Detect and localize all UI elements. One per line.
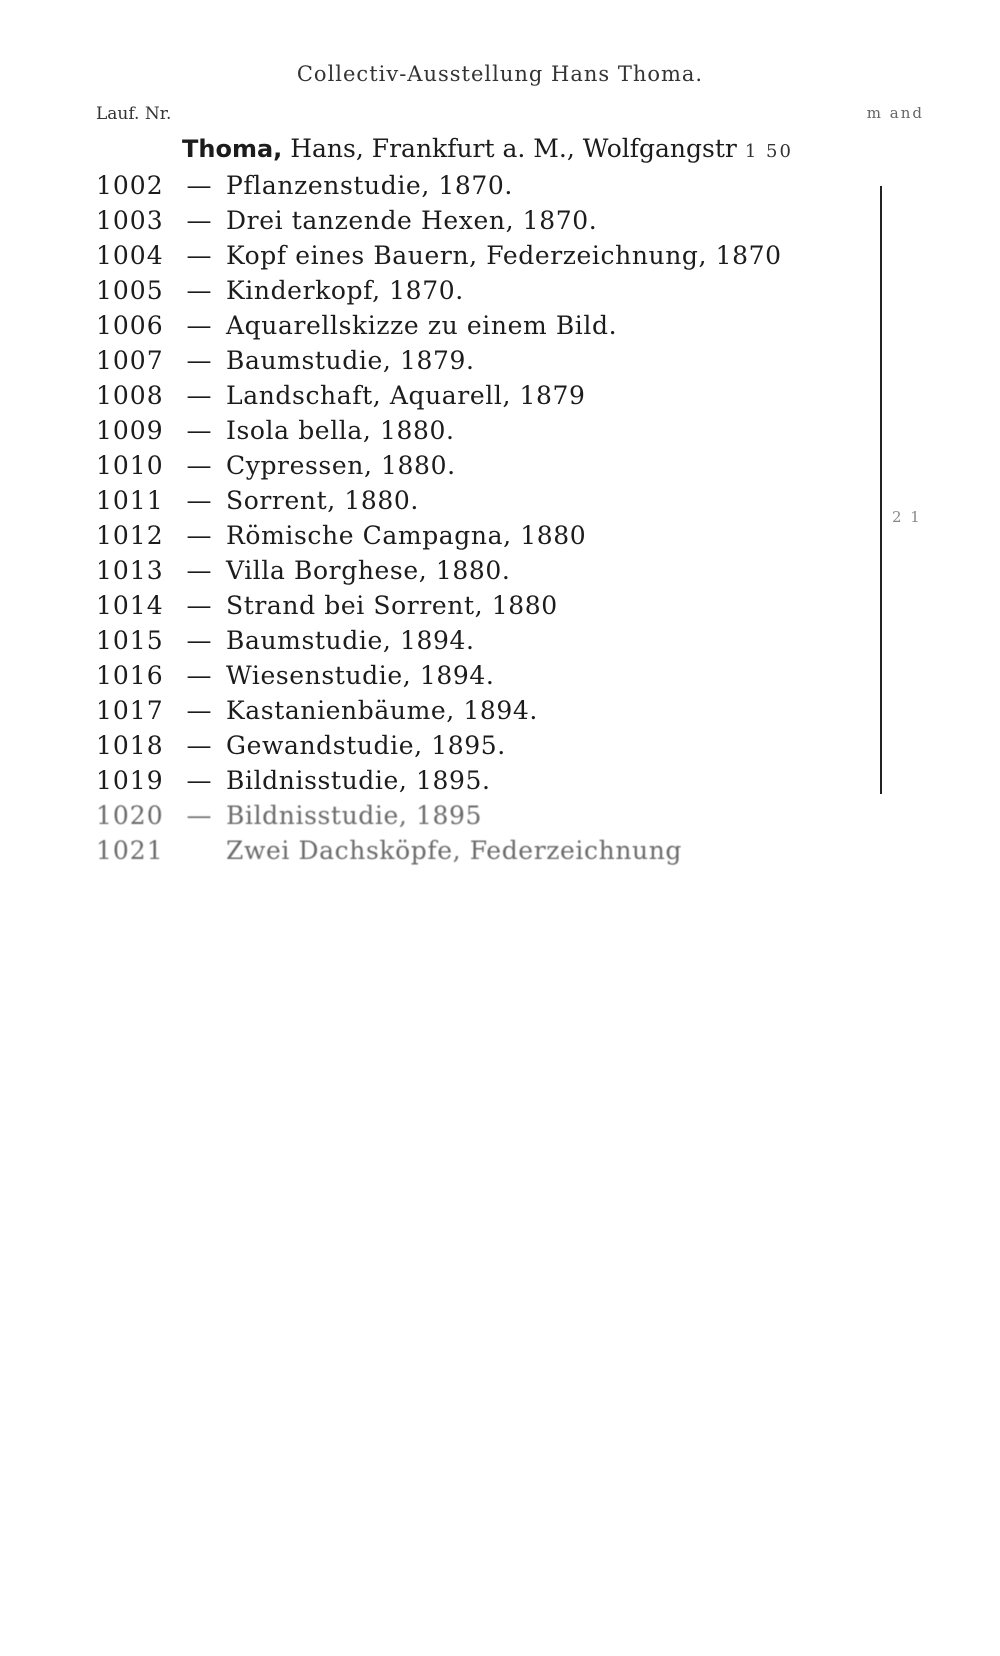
entry-dash: — bbox=[186, 626, 212, 655]
entry-dash: — bbox=[186, 766, 212, 795]
entry-number: 1014 bbox=[96, 591, 164, 620]
entry-number: 1010 bbox=[96, 451, 164, 480]
entry-dash: — bbox=[186, 731, 212, 760]
catalogue-entry bbox=[96, 833, 782, 868]
running-title: Collectiv-Ausstellung Hans Thoma. bbox=[296, 62, 704, 86]
catalogue-entry bbox=[96, 658, 782, 693]
catalogue-entry bbox=[96, 448, 782, 483]
entry-title: Gewandstudie, 1895. bbox=[226, 731, 506, 760]
column-heading-number: Lauf. Nr. bbox=[96, 104, 172, 124]
catalogue-entry bbox=[96, 728, 782, 763]
entry-number: 1011 bbox=[96, 486, 164, 515]
entry-dash: — bbox=[186, 346, 212, 375]
entry-number: 1013 bbox=[96, 556, 164, 585]
entry-number: 1007 bbox=[96, 346, 164, 375]
entry-dash: — bbox=[186, 206, 212, 235]
catalogue-entry bbox=[96, 553, 782, 588]
catalogue-entry bbox=[96, 483, 782, 518]
entry-dash: — bbox=[186, 416, 212, 445]
entry-title: Kopf eines Bauern, Federzeichnung, 1870 bbox=[226, 241, 782, 270]
entry-dash: — bbox=[186, 311, 212, 340]
entry-list bbox=[96, 168, 782, 868]
catalogue-entry bbox=[96, 588, 782, 623]
entry-number: 1003 bbox=[96, 206, 164, 235]
entry-number: 1018 bbox=[96, 731, 164, 760]
entry-title: Kastanienbäume, 1894. bbox=[226, 696, 538, 725]
catalogue-entry bbox=[96, 413, 782, 448]
entry-dash: — bbox=[186, 521, 212, 550]
catalogue-entry bbox=[96, 203, 782, 238]
entry-title: Cypressen, 1880. bbox=[226, 451, 456, 480]
entry-dash: — bbox=[186, 556, 212, 585]
entry-title: Pflanzenstudie, 1870. bbox=[226, 171, 513, 200]
entry-number: 1006 bbox=[96, 311, 164, 340]
entry-title: Wiesenstudie, 1894. bbox=[226, 661, 495, 690]
entry-number: 1015 bbox=[96, 626, 164, 655]
entry-title: Strand bei Sorrent, 1880 bbox=[226, 591, 558, 620]
catalogue-entry bbox=[96, 693, 782, 728]
catalogue-entry bbox=[96, 518, 782, 553]
entry-title: Isola bella, 1880. bbox=[226, 416, 455, 445]
catalogue-entry bbox=[96, 378, 782, 413]
entry-number: 1012 bbox=[96, 521, 164, 550]
entry-dash: — bbox=[186, 171, 212, 200]
entry-dash: — bbox=[186, 661, 212, 690]
entry-number: 1008 bbox=[96, 381, 164, 410]
artist-address: Hans, Frankfurt a. M., Wolfgangstr bbox=[282, 134, 745, 163]
artist-heading bbox=[182, 134, 793, 163]
entry-title: Zwei Dachsköpfe, Federzeichnung bbox=[226, 836, 683, 865]
entry-number: 1017 bbox=[96, 696, 164, 725]
catalogue-entry bbox=[96, 273, 782, 308]
catalogue-entry bbox=[96, 343, 782, 378]
entry-dash: — bbox=[186, 241, 212, 270]
entry-number: 1016 bbox=[96, 661, 164, 690]
price-note: 2 1 bbox=[892, 508, 922, 526]
catalogue-entry bbox=[96, 168, 782, 203]
entry-dash: — bbox=[186, 451, 212, 480]
entry-title: Baumstudie, 1879. bbox=[226, 346, 475, 375]
entry-title: Villa Borghese, 1880. bbox=[226, 556, 511, 585]
catalogue-entry bbox=[96, 308, 782, 343]
entry-number: 1021 bbox=[96, 836, 164, 865]
entry-number: 1002 bbox=[96, 171, 164, 200]
entry-title: Bildnisstudie, 1895 bbox=[226, 801, 482, 830]
entry-number: 1020 bbox=[96, 801, 164, 830]
entry-title: Sorrent, 1880. bbox=[226, 486, 419, 515]
entry-dash: — bbox=[186, 276, 212, 305]
entry-title: Kinderkopf, 1870. bbox=[226, 276, 464, 305]
entry-dash: — bbox=[186, 801, 212, 830]
catalogue-entry bbox=[96, 623, 782, 658]
entry-number: 1019 bbox=[96, 766, 164, 795]
entry-title: Drei tanzende Hexen, 1870. bbox=[226, 206, 598, 235]
entry-dash: — bbox=[186, 486, 212, 515]
entry-title: Römische Campagna, 1880 bbox=[226, 521, 587, 550]
entry-title: Bildnisstudie, 1895. bbox=[226, 766, 491, 795]
entry-title: Aquarellskizze zu einem Bild. bbox=[226, 311, 618, 340]
entry-dash: — bbox=[186, 591, 212, 620]
entry-dash: — bbox=[186, 381, 212, 410]
catalogue-entry bbox=[96, 763, 782, 798]
catalogue-entry bbox=[96, 238, 782, 273]
entry-number: 1004 bbox=[96, 241, 164, 270]
column-heading-price: m and bbox=[866, 104, 924, 122]
entry-title: Baumstudie, 1894. bbox=[226, 626, 475, 655]
entry-title: Landschaft, Aquarell, 1879 bbox=[226, 381, 586, 410]
entry-number: 1005 bbox=[96, 276, 164, 305]
catalogue-entry bbox=[96, 798, 782, 833]
artist-surname: Thoma, bbox=[182, 135, 283, 163]
artist-address-tail: 1 50 bbox=[744, 141, 793, 162]
entry-number: 1009 bbox=[96, 416, 164, 445]
group-bracket bbox=[880, 186, 882, 794]
entry-dash: — bbox=[186, 696, 212, 725]
